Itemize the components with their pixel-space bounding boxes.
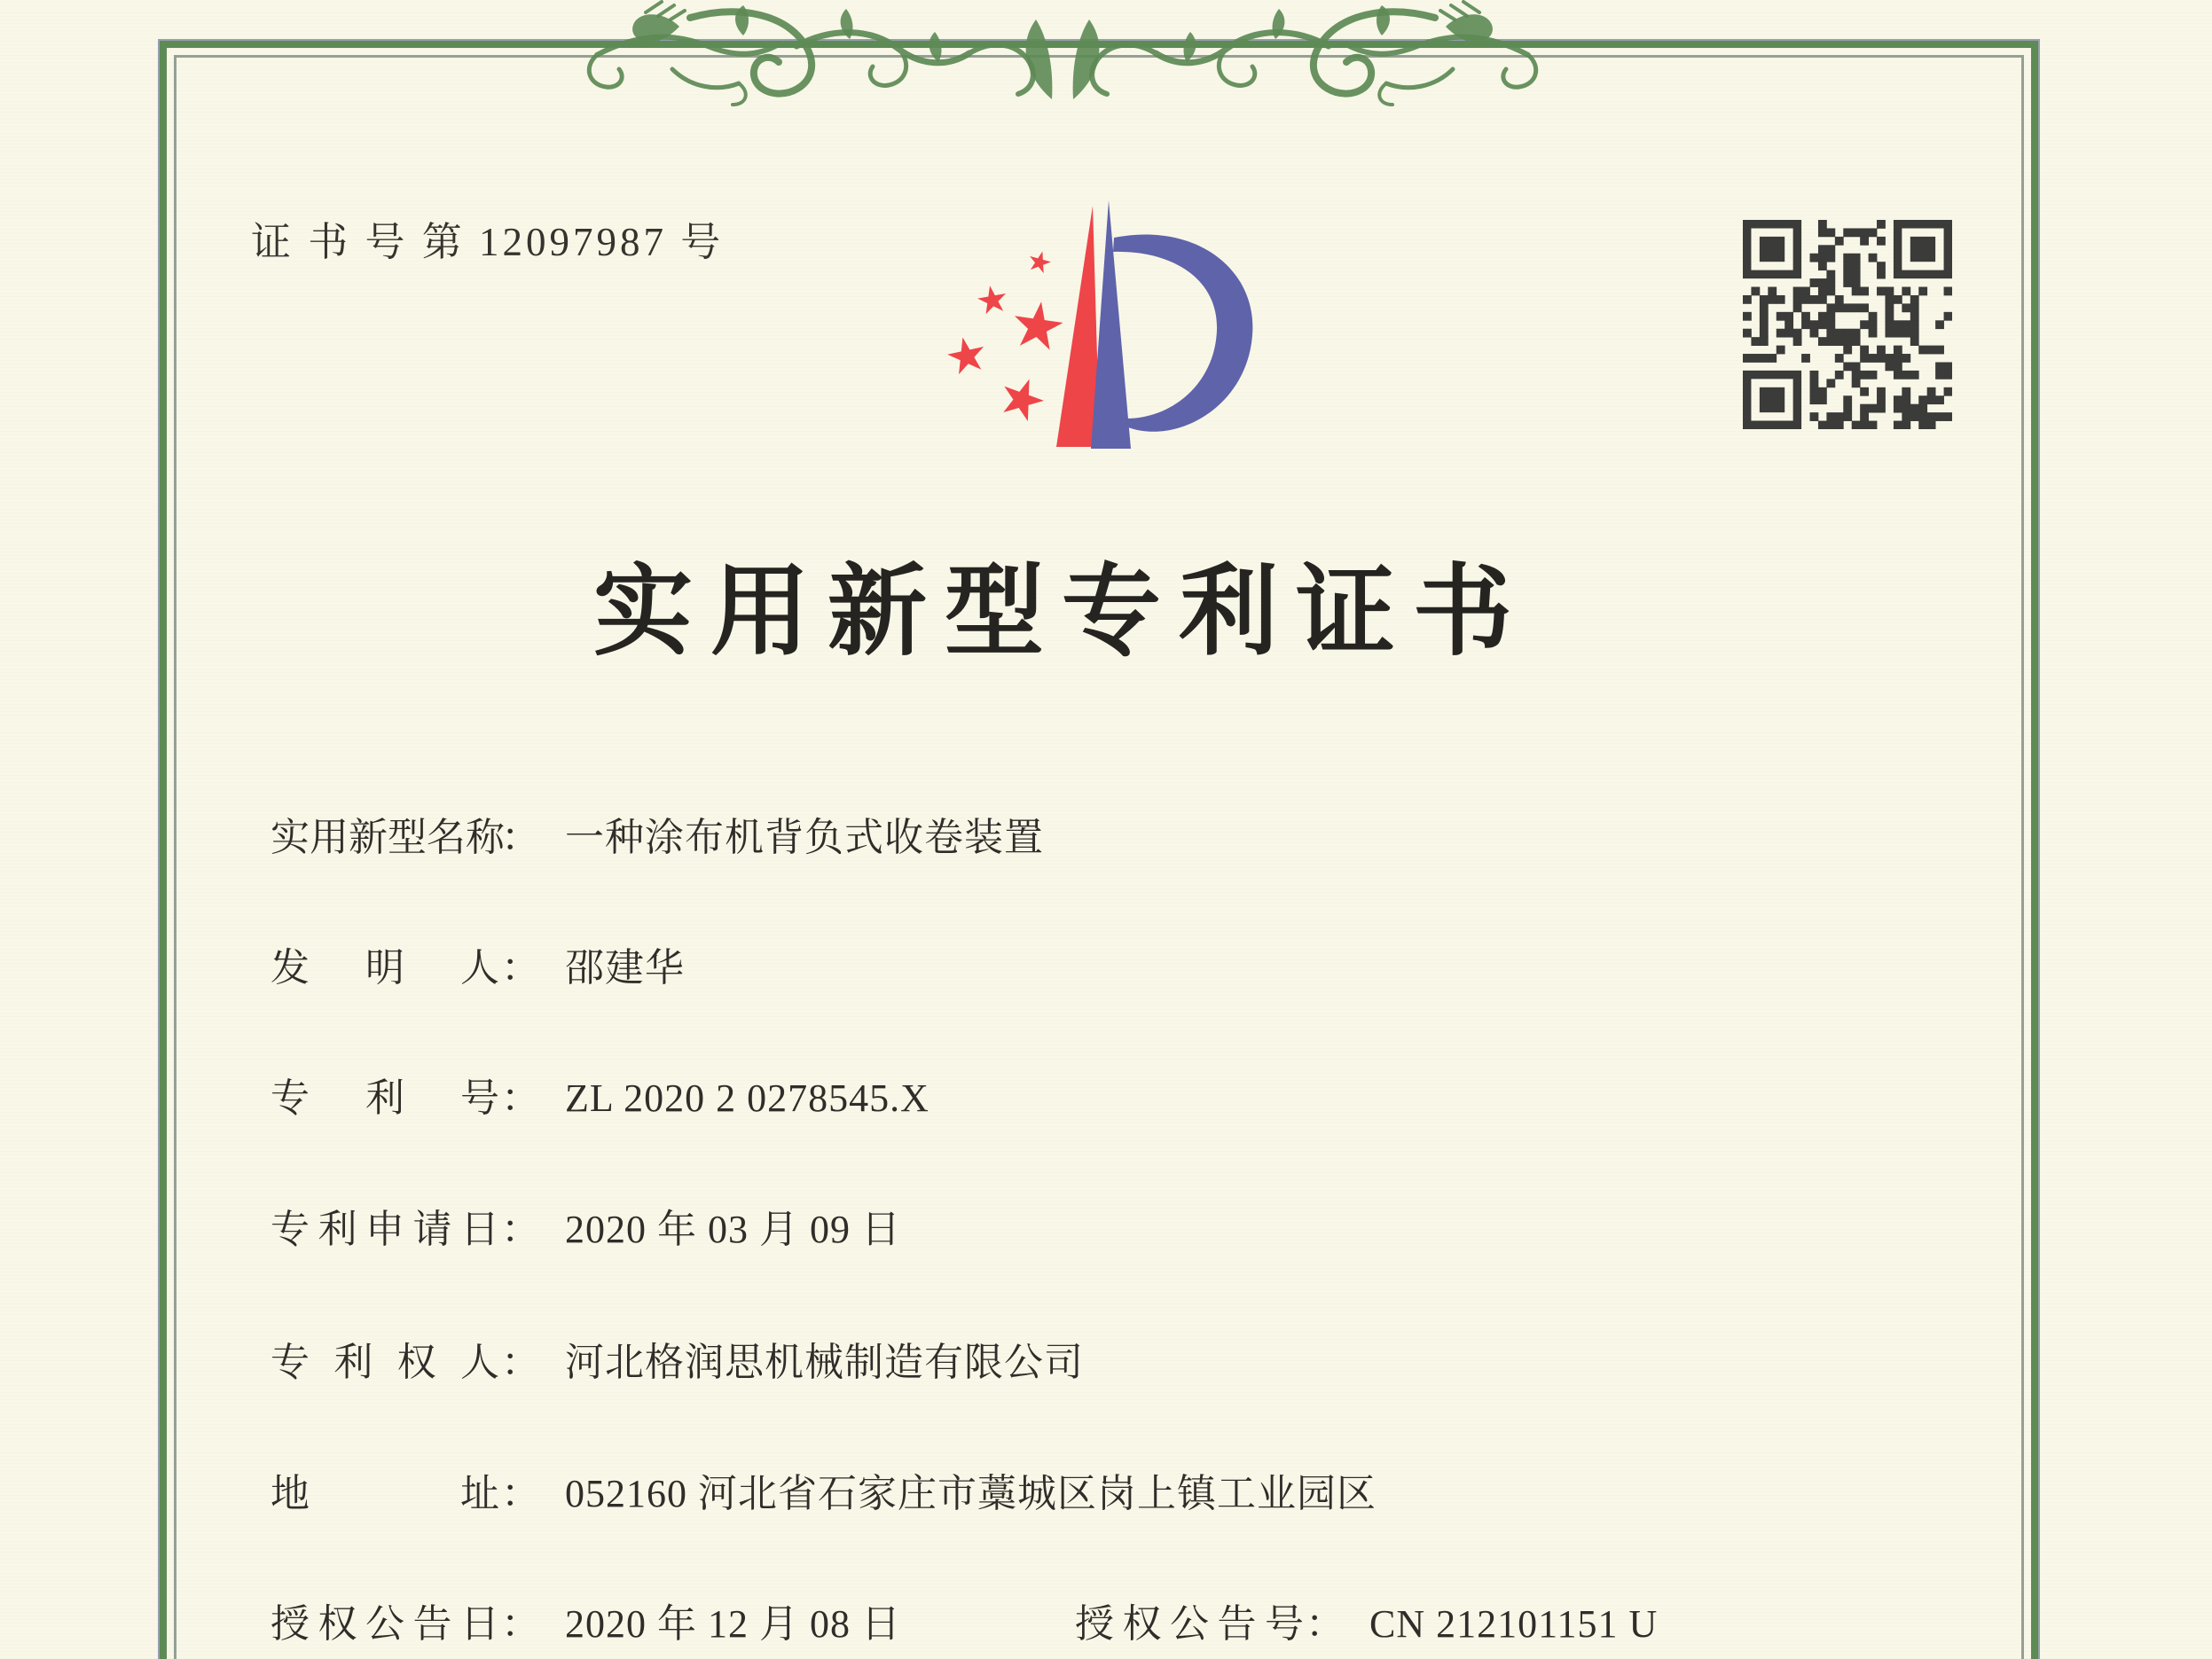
field-label: 地 址 [271, 1472, 499, 1515]
colon: ： [501, 1472, 540, 1515]
field-value: 邵建华 [565, 946, 685, 990]
field-label: 授 权 公 告 日 [271, 1602, 499, 1646]
field-value: 2020 年 03 月 09 日 [565, 1208, 901, 1251]
certificate-number: 证 书 号 第 12097987 号 [251, 220, 725, 264]
colon: ： [501, 816, 540, 859]
field-value: 一种涂布机背负式收卷装置 [565, 816, 1044, 859]
field-row-grant-date [271, 1599, 901, 1650]
field-row-grant-number [1075, 1599, 1658, 1650]
dragon-scroll-ornament-icon [581, 0, 1544, 110]
field-label: 发 明 人 [271, 946, 499, 990]
field-row-address [271, 1468, 1377, 1520]
colon: ： [501, 1602, 540, 1646]
field-row-inventor [271, 943, 685, 994]
field-label: 专 利 申 请 日 [271, 1208, 499, 1251]
field-row-patent-number [271, 1073, 930, 1124]
field-value: 河北格润思机械制造有限公司 [565, 1341, 1084, 1384]
certificate-title: 实用新型专利证书 [593, 558, 1530, 668]
field-label: 专 利 号 [271, 1076, 499, 1120]
field-label: 授 权 公 告 号 [1075, 1602, 1304, 1646]
qr-code [1743, 220, 1952, 429]
field-label: 专 利 权 人 [271, 1341, 499, 1384]
field-value: CN 212101151 U [1369, 1602, 1659, 1646]
colon: ： [501, 1076, 540, 1120]
field-label: 实 用 新 型 名 称 [271, 816, 505, 859]
field-row-utility-model-name [271, 812, 1044, 864]
colon: ： [501, 946, 540, 990]
colon: ： [1306, 1602, 1345, 1646]
field-value: 052160 河北省石家庄市藁城区岗上镇工业园区 [565, 1472, 1377, 1515]
field-value: ZL 2020 2 0278545.X [565, 1076, 930, 1120]
field-value: 2020 年 12 月 08 日 [565, 1602, 901, 1646]
cnipa-logo-icon [940, 195, 1259, 454]
colon: ： [501, 1208, 540, 1251]
field-row-filing-date [271, 1204, 901, 1256]
colon: ： [501, 1341, 540, 1384]
field-row-patentee [271, 1337, 1084, 1389]
